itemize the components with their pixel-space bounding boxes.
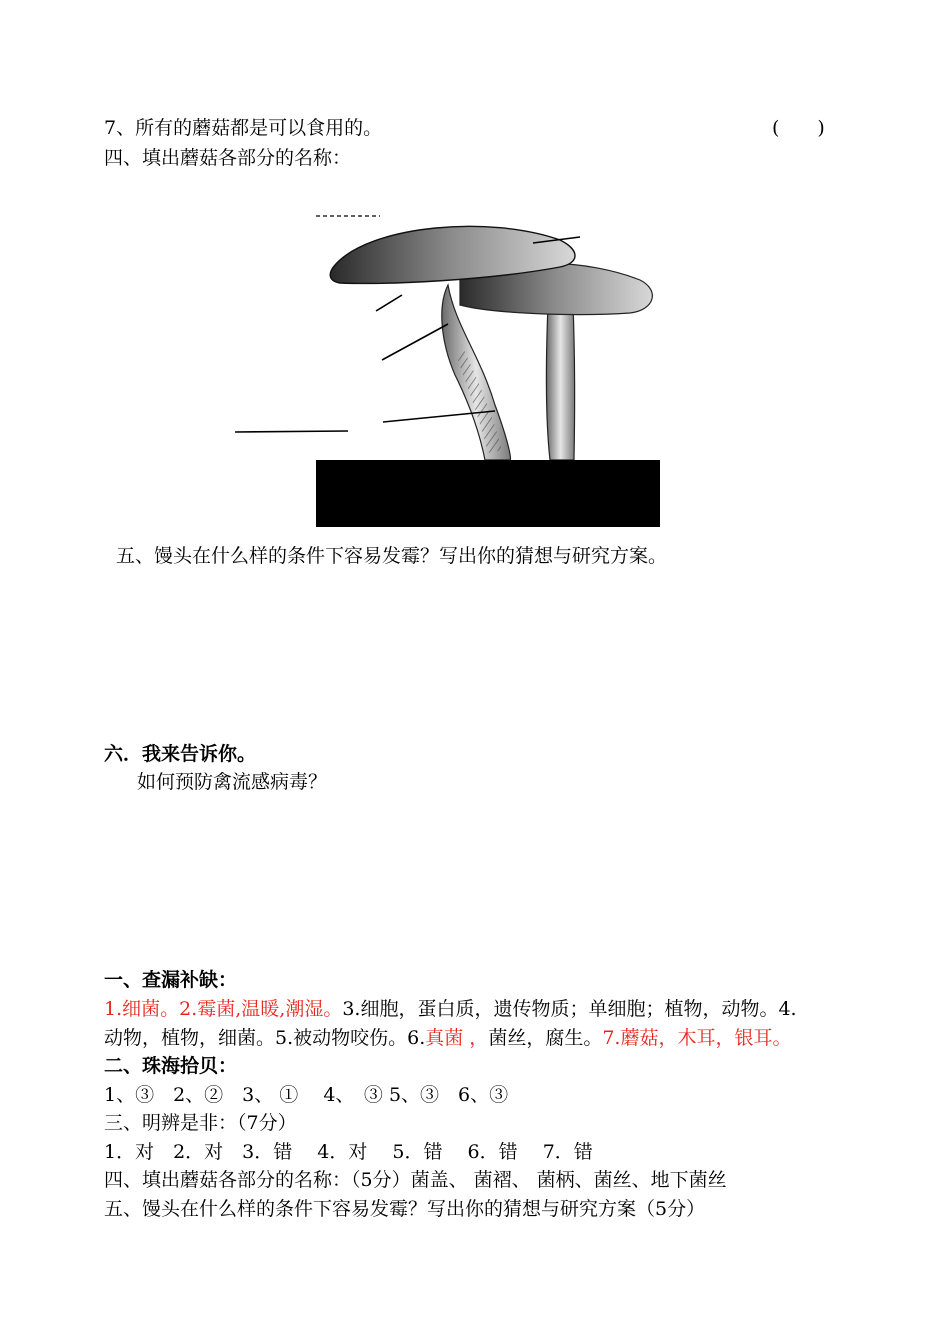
answer-segment: 3.细胞，蛋白质，遗传物质；单细胞；植物，动物。4. (342, 998, 797, 1020)
answer-3-title: 三、明辨是非：（7分） (104, 1112, 297, 1134)
answer-segment: 动物，植物，细菌。5.被动物咬伤。6. (104, 1027, 426, 1049)
answer-segment: 7.蘑菇，木耳，银耳。 (602, 1027, 792, 1049)
answer-2-title: 二、珠海拾贝： (104, 1055, 238, 1077)
answer-4-line: 四、填出蘑菇各部分的名称：（5分）菌盖、 菌褶、 菌柄、菌丝、地下菌丝 (104, 1169, 727, 1191)
section-5-title: 五、馒头在什么样的条件下容易发霉？写出你的猜想与研究方案。 (116, 545, 668, 567)
answer-segment: 1.细菌。2.霉菌,温暖,潮湿。 (104, 998, 343, 1020)
answer-segment: 菌丝，腐生。 (488, 1027, 603, 1049)
answer-2-line: 1、③ 2、② 3、 ① 4、 ③ 5、③ 6、③ (104, 1084, 509, 1106)
section-4-title: 四、填出蘑菇各部分的名称： (104, 147, 352, 169)
answer-1-title: 一、查漏补缺： (104, 969, 238, 991)
answer-segment: 真菌 ， (425, 1027, 489, 1049)
section-6-question: 如何预防禽流感病毒？ (137, 771, 328, 793)
section-6-title: 六．我来告诉你。 (104, 743, 257, 765)
mushroom-diagram-icon (230, 205, 670, 530)
answer-1-line-2 (104, 1024, 791, 1052)
answer-parentheses: ( ) (772, 117, 825, 139)
answer-3-line: 1．对 2．对 3．错 4．对 5．错 6．错 7．错 (104, 1141, 593, 1163)
answer-5-line: 五、馒头在什么样的条件下容易发霉？写出你的猜想与研究方案（5分） (104, 1198, 706, 1220)
answer-1-line-1 (104, 995, 797, 1023)
question-7: 7、所有的蘑菇都是可以食用的。 (104, 117, 383, 139)
